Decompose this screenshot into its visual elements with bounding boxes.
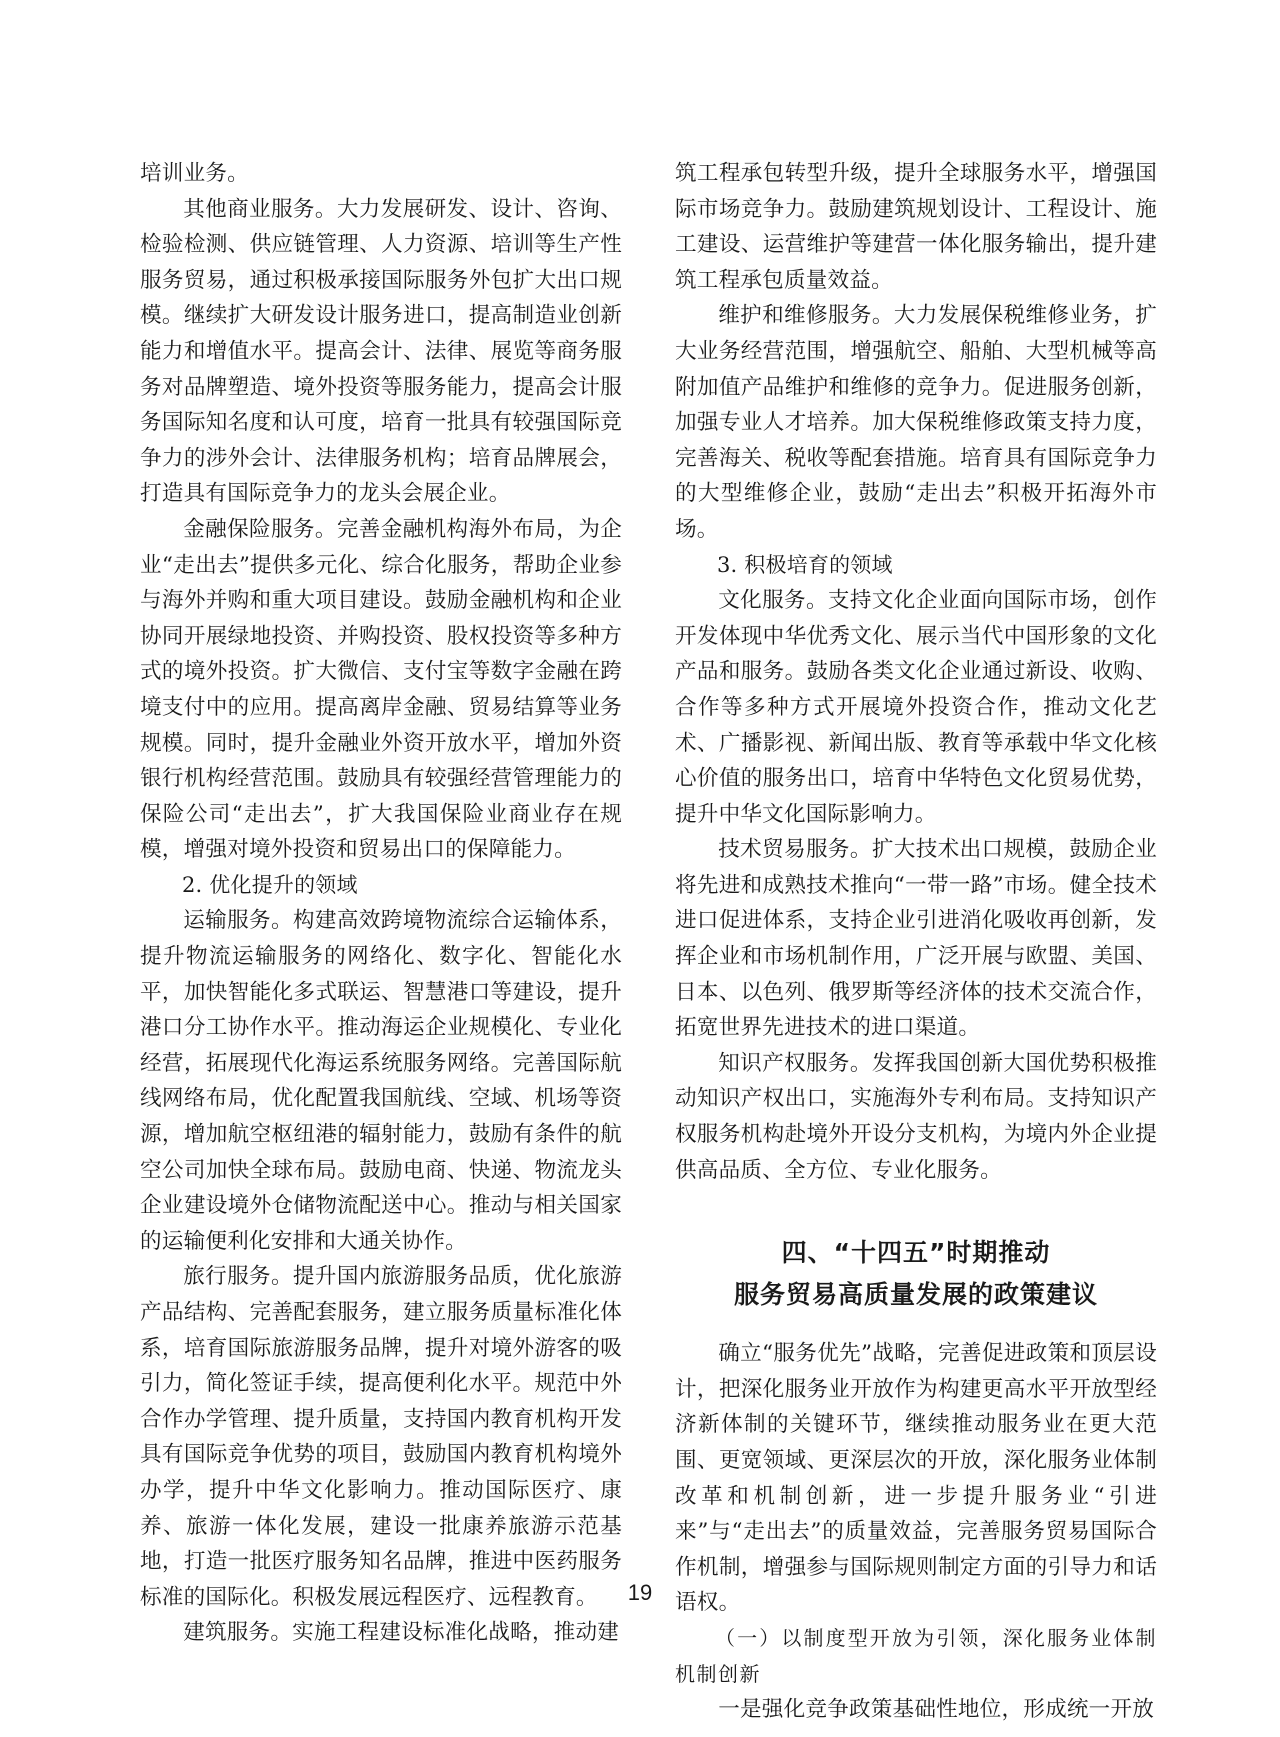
- section-title-line-2: 服务贸易高质量发展的政策建议: [733, 1280, 1098, 1310]
- right-column: [675, 156, 1157, 1728]
- subheading-institutional-opening: （一）以制度型开放为引领，深化服务业体制机制创新: [675, 1625, 1157, 1686]
- left-column: [140, 156, 622, 1651]
- paragraph-finance-insurance: 金融保险服务。完善金融机构海外布局，为企业“走出去”提供多元化、综合化服务，帮助企业参与海外并购和重大项目建设。鼓励金融机构和企业协同开展绿地投资、并购投资、股权投资等多种方式的境外投资。扩大微信、支付宝等数字金融在跨境支付中的应用。提高离岸金融、贸易结算等业务规模。同时，提升金融业外资开放水平，增加外资银行机构经营范围。鼓励具有较强经营管理能力的保险公司“走出去”，扩大我国保险业商业存在规模，增强对境外投资和贸易出口的保障能力。: [140, 516, 622, 863]
- section-title: [675, 1232, 1157, 1316]
- section-title-line-1: 四、“十四五”时期推动: [781, 1238, 1051, 1268]
- paragraph-travel-services: 旅行服务。提升国内旅游服务品质，优化旅游产品结构、完善配套服务，建立服务质量标准化体系，培育国际旅游服务品牌，提升对境外游客的吸引力，简化签证手续，提高便利化水平。规范中外合作办学管理、提升质量，支持国内教育机构开发具有国际竞争优势的项目，鼓励国内教育机构境外办学，提升中华文化影响力。推动国际医疗、康养、旅游一体化发展，建设一批康养旅游示范基地，打造一批医疗服务知名品牌，推进中医药服务标准的国际化。积极发展远程医疗、远程教育。: [140, 1264, 622, 1610]
- paragraph-construction-continued: 筑工程承包转型升级，提升全球服务水平，增强国际市场竞争力。鼓励建筑规划设计、工程设计、施工建设、运营维护等建营一体化服务输出，提升建筑工程承包质量效益。: [675, 161, 1157, 293]
- paragraph-training: 培训业务。: [140, 161, 249, 186]
- paragraph-maintenance-repair: 维护和维修服务。大力发展保税维修业务，扩大业务经营范围，增强航空、船舶、大型机械等高附加值产品维护和维修的竞争力。促进服务创新，加强专业人才培养。加大保税维修政策支持力度，完善海关、税收等配套措施。培育具有国际竞争力的大型维修企业，鼓励“走出去”积极开拓海外市场。: [675, 303, 1157, 542]
- paragraph-cultural-services: 文化服务。支持文化企业面向国际市场，创作开发体现中华优秀文化、展示当代中国形象的文化产品和服务。鼓励各类文化企业通过新设、收购、合作等多种方式开展境外投资合作，推动文化艺术、广播影视、新闻出版、教育等承载中华文化核心价值的服务出口，培育中华特色文化贸易优势，提升中华文化国际影响力。: [675, 588, 1157, 827]
- paragraph-competition-policy: 一是强化竞争政策基础性地位，形成统一开放: [718, 1697, 1155, 1723]
- subheading-cultivate-areas: 3. 积极培育的领域: [717, 552, 893, 577]
- paragraph-intellectual-property: 知识产权服务。发挥我国创新大国优势积极推动知识产权出口，实施海外专利布局。支持知识产权服务机构赴境外开设分支机构，为境内外企业提供高品质、全方位、专业化服务。: [675, 1050, 1157, 1183]
- paragraph-policy-intro: 确立“服务优先”战略，完善促进政策和顶层设计，把深化服务业开放作为构建更高水平开放型经济新体制的关键环节，继续推动服务业在更大范围、更宽领域、更深层次的开放，深化服务业体制改革和机制创新，进一步提升服务业“引进来”与“走出去”的质量效益，完善服务贸易国际合作机制，增强参与国际规则制定方面的引导力和话语权。: [675, 1341, 1157, 1616]
- paragraph-other-business-services: 其他商业服务。大力发展研发、设计、咨询、检验检测、供应链管理、人力资源、培训等生产性服务贸易，通过积极承接国际服务外包扩大出口规模。继续扩大研发设计服务进口，提高制造业创新能力和增值水平。提高会计、法律、展览等商务服务对品牌塑造、境外投资等服务能力，提高会计服务国际知名度和认可度，培育一批具有较强国际竞争力的涉外会计、法律服务机构；培育品牌展会，打造具有国际竞争力的龙头会展企业。: [140, 196, 622, 507]
- paragraph-transport-services: 运输服务。构建高效跨境物流综合运输体系，提升物流运输服务的网络化、数字化、智能化水平，加快智能化多式联运、智慧港口等建设，提升港口分工协作水平。推动海运企业规模化、专业化经营，拓展现代化海运系统服务网络。完善国际航线网络布局，优化配置我国航线、空域、机场等资源，增加航空枢纽港的辐射能力，鼓励有条件的航空公司加快全球布局。鼓励电商、快递、物流龙头企业建设境外仓储物流配送中心。推动与相关国家的运输便利化安排和大通关协作。: [140, 908, 622, 1254]
- paragraph-construction-services: 建筑服务。实施工程建设标准化战略，推动建: [183, 1620, 620, 1646]
- page-number: 19: [627, 1580, 653, 1605]
- paragraph-technology-trade: 技术贸易服务。扩大技术出口规模，鼓励企业将先进和成熟技术推向“一带一路”市场。健全技术进口促进体系，支持企业引进消化吸收再创新，发挥企业和市场机制作用，广泛开展与欧盟、美国、日本、以色列、俄罗斯等经济体的技术交流合作，拓宽世界先进技术的进口渠道。: [675, 837, 1157, 1041]
- subheading-optimize-areas: 2. 优化提升的领域: [182, 872, 358, 897]
